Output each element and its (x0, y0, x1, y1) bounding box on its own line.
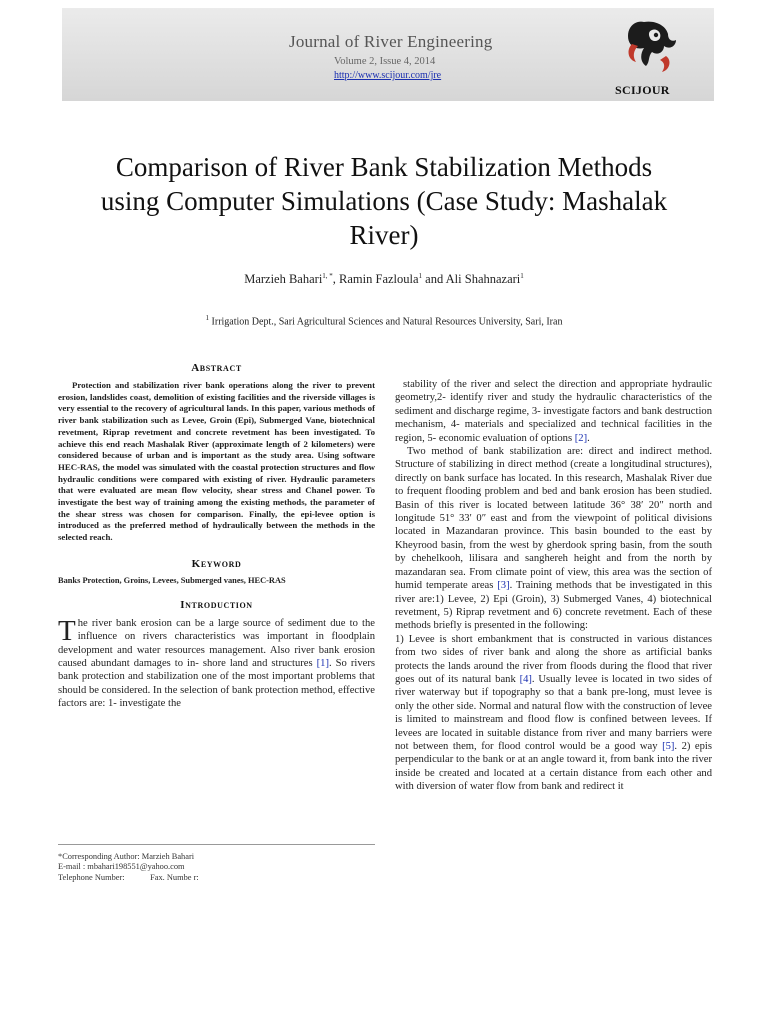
contact-row (58, 873, 375, 883)
body-paragraph (395, 633, 712, 794)
citation-link[interactable]: [4] (519, 673, 532, 685)
author-separator: , (332, 272, 340, 287)
author-name: Ali Shahnazari (445, 272, 521, 287)
abstract-heading: Abstract (191, 362, 242, 374)
intro-text: . So rivers bank protection and stabilization one of the most important problems that should be considered. In the selection of bank protection method, effective factors are: 1- investigate the (58, 658, 375, 710)
author-separator: and (422, 272, 446, 287)
journal-url-link[interactable]: http://www.scijour.com/jre (334, 70, 442, 81)
author-affil-marker: 1 (520, 272, 524, 280)
fax-label: Fax. Numbe r: (150, 872, 199, 882)
body-text: stability of the river and select the direction and appropriate hydraulic geometry,2- identify river and study the hydraulic characteristics of the sediment and discharge regime, 3- investigate factors and bank destruction mechanism, 4- materials and specialized and technical facilities in the region, 5- economic evaluation of options (395, 379, 712, 444)
corresponding-author: *Corresponding Author: Marzieh Bahari (58, 852, 195, 861)
citation-link[interactable]: [3] (497, 580, 510, 592)
telephone-label: Telephone Number: (58, 872, 125, 882)
body-text: Two method of bank stabilization are: direct and indirect method. Structure of stabilizing in direct method (create a longitudinal structures), directly on bank surface has located. In this research, Mashalak River due to frequent flooding problem and bed and bank erosion has been studied. Basin of this river is located between latitude 36° 38′ 20″ north and longitude 51° 33′ 0″ east and from the viewpoint of political divisions located in Mazandaran province. This basin bounded to the east by Kheyrood basin, from the west by gherdook spring basin, from the south by chehelkooh, lilisara and sanghereh height and from the north by mazandaran sea. From climate point of view, this area was the section of humid temperate areas (395, 446, 712, 592)
citation-link[interactable]: [5] (662, 740, 675, 752)
body-text: 1) Levee is short embankment that is constructed in various distances from two sides of river bank and along the shore as artificial banks protects the lands around the river from floods during the flood that river goes out of its natural bank (395, 633, 712, 685)
journal-banner (62, 8, 714, 101)
body-text: . Usually levee is located in two sides of river waterway but if topography so that a bank pre-long, must levee is only the other side. Normal and natural flow with the construction of levee is limited to mainstream and flood flow is confined between levees. If levees are located in suitable distance from river and many barriers were not between them, for flood control would be a good way (395, 673, 713, 752)
intro-text: he river bank erosion can be a large source of sediment due to the influence on rivers characteristics was important in floodplain development and water resources management. Also river bank erosion caused abundant damages to in- shore land and structures (58, 617, 375, 670)
corresponding-footnote (58, 844, 375, 883)
body-text: . Training methods that be investigated in this river are:1) Levee, 2) Epi (Groin), 3) Submerged Vanes, 4) biotechnical revetment, 5) Riprap revetment and 6) concrete revetment. Each of these methods briefly is presented in the following: (395, 580, 712, 632)
author-affil-marker: 1, * (322, 272, 333, 280)
body-text: . 2) epis perpendicular to the bank or at an angle toward it, from bank into the river inside be created and located at a certain distance from each other and with diversion of water flow from bank and redirect it (395, 740, 712, 793)
paper-title: Comparison of River Bank Stabilization Methods using Computer Simulations (Case Study: Mashalak River) (100, 152, 668, 250)
affiliation-marker: 1 (205, 314, 210, 322)
scijour-logo-icon (606, 16, 696, 88)
affiliation-text: Irrigation Dept., Sari Agricultural Sciences and Natural Resources University, Sari, Iran (211, 316, 563, 328)
journal-name: Journal of River Engineering (289, 32, 493, 51)
citation-link[interactable]: [2] (574, 432, 588, 444)
keyword-heading: Keyword (191, 557, 242, 570)
publisher-name: SCIJOUR (615, 83, 670, 97)
introduction-paragraph (58, 614, 375, 711)
author-name: Ramin Fazloula (339, 272, 419, 287)
journal-volume: Volume 2, Issue 4, 2014 (334, 56, 436, 67)
author-list (90, 272, 678, 287)
keyword-list: Banks Protection, Groins, Levees, Submerged vanes, HEC-RAS (58, 575, 286, 585)
right-column (395, 378, 712, 794)
citation-link[interactable]: [1] (316, 658, 329, 670)
body-text: . (587, 432, 590, 444)
body-paragraph (395, 378, 712, 445)
abstract-text: Protection and stabilization river bank operations along the river to prevent erosion, landslides coast, demolition of existing facilities and the riverside villages is very essential to the recovery of agricultural lands. In this paper, various methods of river bank stabilization such as Levee, Groin (Epi), Submerged Vane, biotechnical revetment, Riprap revetment and concrete revetment has been investigated. To achieve this end reach Mashalak River (approximate length of 2 kilometers) were considered because of urban and is important as the study area. Using software HEC-RAS, the model was simulated with the coastal protection structures and flow hydraulic conditions were compared with existing of river. Hydraulic parameters that were evaluated are mean flow velocity, shear stress and Chanel power. To investigate the best way of training among the existing methods, the parameter of the shear stress was chosen for comparison. Finally, the epi-levee option is introduced as the preferred method of hydraulically between the methods in the selected reach. (58, 380, 375, 543)
author-email: E-mail : mbahari198551@yahoo.com (58, 862, 185, 872)
affiliation (90, 314, 678, 327)
introduction-heading: Introduction (180, 598, 253, 611)
body-paragraph (395, 445, 712, 633)
left-column (58, 362, 375, 711)
drop-cap: T (58, 614, 76, 647)
author-name: Marzieh Bahari (244, 272, 323, 287)
author-affil-marker: 1 (418, 272, 423, 280)
